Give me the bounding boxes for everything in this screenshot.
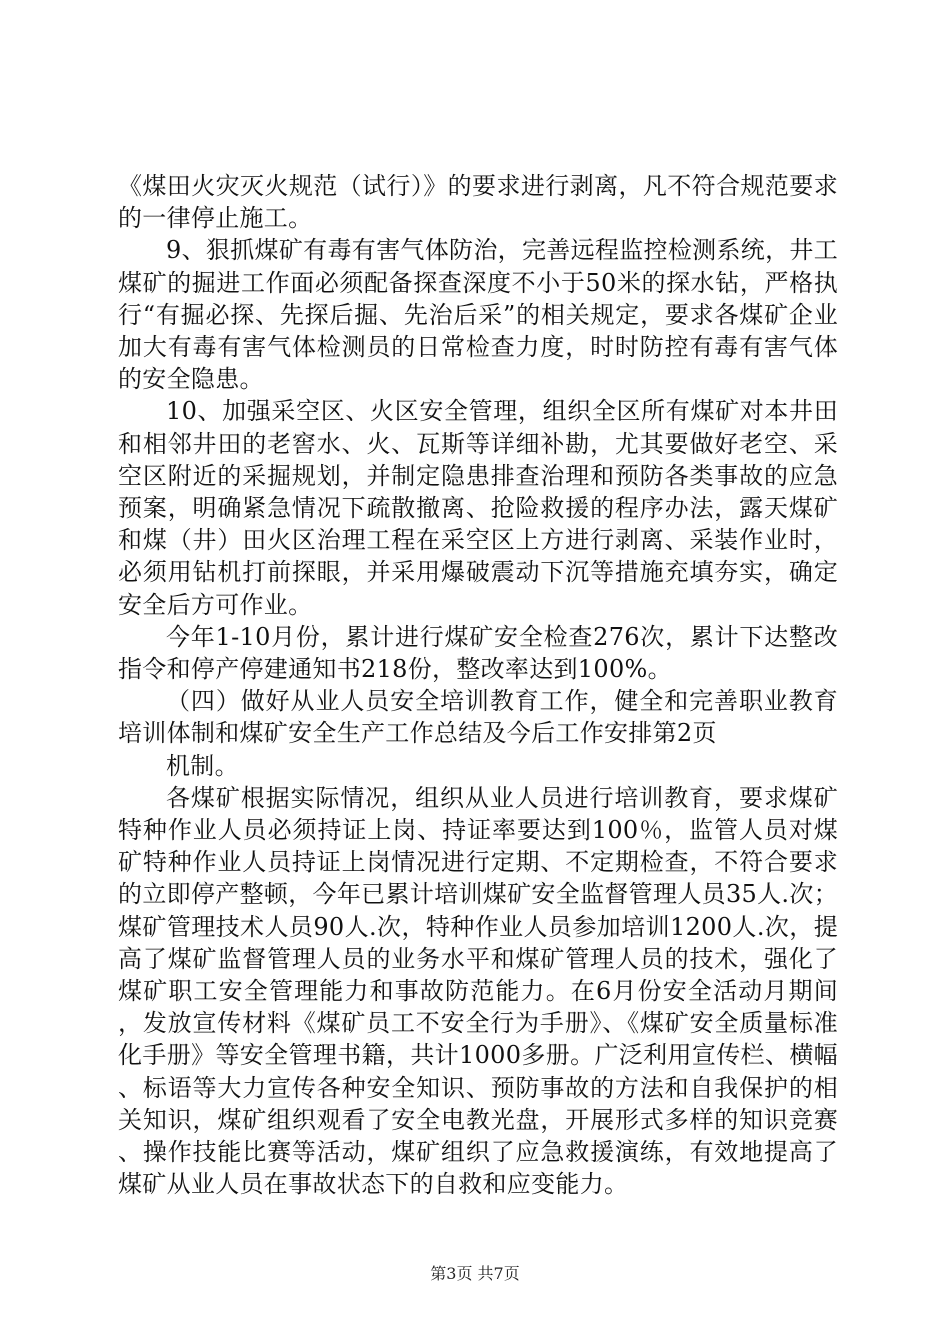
paragraph-4: 今年1-10月份，累计进行煤矿安全检查276次，累计下达整改指令和停产停建通知书218份，整改率达到100%。 bbox=[118, 622, 838, 684]
page-footer bbox=[0, 1264, 950, 1284]
paragraph-7: 各煤矿根据实际情况，组织从业人员进行培训教育，要求煤矿特种作业人员必须持证上岗、持证率要达到100％，监管人员对煤矿特种作业人员持证上岗情况进行定期、不定期检查，不符合要求的立即停产整顿，今年已累计培训煤矿安全监督管理人员35人.次；煤矿管理技术人员90人.次，特种作业人员参加培训1200人.次，提高了煤矿监督管理人员的业务水平和煤矿管理人员的技术，强化了煤矿职工安全管理能力和事故防范能力。在6月份安全活动月期间，发放宣传材料《煤矿员工不安全行为手册》、《煤矿安全质量标准化手册》等安全管理书籍，共计1000多册。广泛利用宣传栏、横幅、标语等大力宣传各种安全知识、预防事故的方法和自我保护的相关知识，煤矿组织观看了安全电教光盘，开展形式多样的知识竞赛、操作技能比赛等活动，煤矿组织了应急救援演练，有效地提高了煤矿从业人员在事故状态下的自救和应变能力。 bbox=[118, 783, 838, 1199]
paragraph-2: 9、狠抓煤矿有毒有害气体防治，完善远程监控检测系统，井工煤矿的掘进工作面必须配备探查深度不小于50米的探水钻，严格执行“有掘必探、先探后掘、先治后采”的相关规定，要求各煤矿企业加大有毒有害气体检测员的日常检查力度，时时防控有毒有害气体的安全隐患。 bbox=[118, 236, 838, 394]
page-number-label: 第3页 共7页 bbox=[430, 1264, 520, 1283]
paragraph-6: 机制。 bbox=[166, 751, 239, 780]
paragraph-3: 10、加强采空区、火区安全管理，组织全区所有煤矿对本井田和相邻井田的老窖水、火、瓦斯等详细补勘，尤其要做好老空、采空区附近的采掘规划，并制定隐患排查治理和预防各类事故的应急预案，明确紧急情况下疏散撤离、抢险救援的程序办法，露天煤矿和煤（井）田火区治理工程在采空区上方进行剥离、采装作业时，必须用钻机打前探眼，并采用爆破震动下沉等措施充填夯实，确定安全后方可作业。 bbox=[118, 397, 838, 619]
paragraph-1: 《煤田火灾灭火规范（试行）》的要求进行剥离，凡不符合规范要求的一律停止施工。 bbox=[118, 172, 838, 233]
document-body bbox=[118, 170, 838, 1201]
paragraph-5: （四）做好从业人员安全培训教育工作，健全和完善职业教育培训体制和煤矿安全生产工作总结及今后工作安排第2页 bbox=[118, 687, 838, 748]
